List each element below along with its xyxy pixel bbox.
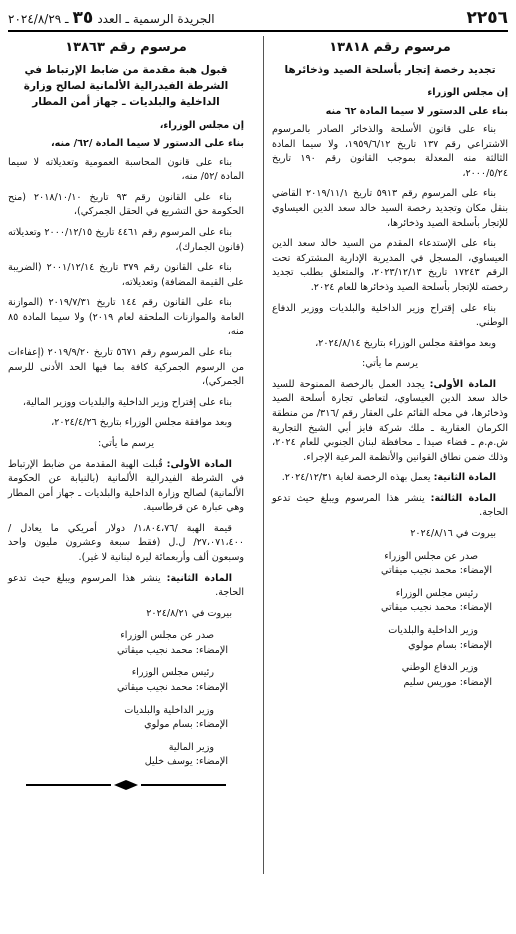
decree-formula: يرسم ما يأتي:	[97, 437, 155, 449]
signature-block	[8, 704, 244, 733]
signer-title: وزير المالية	[168, 741, 214, 753]
constitution-basis: بناء على الدستور لا سيما المادة /٦٢/ منه،	[51, 138, 244, 150]
article	[272, 492, 508, 521]
basis-paragraph: بناء على قانون الأسلحة والذخائر الصادر بالمرسوم الاشتراعي رقم ١٣٧ تاريخ ١٩٥٩/٦/١٢، ولا سيما المادة الثالثة منه المعدلة بموجب القانون رقم ١٩٠ تاريخ ٢٠٠٠/٥/٢٤،	[272, 124, 509, 179]
signer-title: وزير الدفاع الوطني	[401, 662, 478, 674]
gazette-info	[8, 8, 215, 28]
basis-paragraph: بناء على القانون رقم ٩٣ تاريخ ٢٠١٨/١٠/١٠ (منح الحكومة حق التشريع في الحقل الجمركي)،	[8, 191, 244, 218]
basis-paragraph: بناء على إقتراح وزير الداخلية والبلديات ووزير الدفاع الوطني.	[272, 302, 508, 329]
signer-name: الإمضاء: محمد نجيب ميقاتي	[117, 644, 228, 656]
article-text: يعمل بهذه الرخصة لغاية ٢٠٢٤/١٢/٣١.	[281, 472, 431, 484]
basis-paragraph: بناء على المرسوم رقم ٥٩١٣ تاريخ ٢٠١٩/١١/١ القاضي بنقل مكان وتجديد رخصة السيد خالد سعد الدين العيساوي للإتجار بأسلحة الصيد وذخائرها،	[272, 188, 508, 229]
signer-name: الإمضاء: محمد نجيب ميقاتي	[381, 565, 492, 577]
issue-date: ـ ٢٠٢٤/٨/٢٩	[8, 12, 69, 26]
article	[8, 572, 244, 601]
article-label: المادة الثالثة:	[430, 492, 497, 504]
signer-title: صدر عن مجلس الوزراء	[384, 550, 478, 562]
signer-name: الإمضاء: محمد نجيب ميقاتي	[117, 682, 228, 694]
signer-name: الإمضاء: بسام مولوي	[144, 719, 228, 731]
decree-13863	[8, 36, 244, 874]
article-text: قُبلت الهبة المقدمة من ضابط الإرتباط في الشرطة الفيدرالية الألمانية (بالنيابة عن الحكومة الألمانية) لصالح وزارة الداخلية والبلديات ـ جهاز أمن المطار وهي عبارة عن قرطاسية.	[8, 458, 244, 514]
signature-block	[8, 666, 244, 695]
article-label: المادة الثانية:	[166, 572, 233, 584]
place-date: بيروت في ٢٠٢٤/٨/١٦	[410, 528, 496, 540]
signer-title: رئيس مجلس الوزراء	[131, 667, 214, 679]
basis-paragraph: وبعد موافقة مجلس الوزراء بتاريخ ٢٠٢٤/٤/٢٦،	[51, 417, 232, 429]
signer-name: الإمضاء: يوسف خليل	[144, 756, 228, 768]
article-label: المادة الثانية:	[433, 472, 496, 484]
article	[8, 458, 244, 516]
decree-formula: يرسم ما يأتي:	[361, 358, 419, 370]
basis-paragraph: بناء على القانون رقم ١٤٤ تاريخ ٢٠١٩/٧/٣١ (الموازنة العامة والموازنات الملحقة لعام ٢٠١٩) ولا سيما المادة ٨٥ منه،	[8, 297, 244, 338]
decree-subtitle: قبول هبة مقدمة من ضابط الإرتباط في الشرطة الفيدرالية الألمانية لصالح وزارة الداخلية والبلديات ـ جهاز أمن المطار	[23, 63, 229, 109]
place-date: بيروت في ٢٠٢٤/٨/٢١	[146, 607, 232, 619]
page-header	[8, 6, 508, 32]
basis-paragraph: بناء على المرسوم رقم ٤٤٦١ تاريخ ٢٠٠٠/١٢/١٥ وتعديلاته (قانون الجمارك)،	[8, 227, 244, 253]
authority-line: إن مجلس الوزراء	[427, 87, 508, 99]
signer-name: الإمضاء: موريس سليم	[403, 676, 492, 688]
gazette-name: الجريدة الرسمية ـ العدد	[97, 12, 215, 26]
signatures	[8, 607, 244, 770]
basis-paragraph: بناء على القانون رقم ٣٧٩ تاريخ ٢٠٠١/١٢/١٤ (الضريبة على القيمة المضافة) وتعديلاته،	[8, 262, 244, 288]
decree-13818	[263, 36, 508, 874]
signer-title: وزير الداخلية والبلديات	[124, 704, 214, 716]
basis-paragraph: بناء على المرسوم رقم ٥٦٧١ تاريخ ٢٠١٩/٩/٢٠ (إعفاءات من الرسوم الجمركية كافة بما فيها الحد الأدنى للرسم الجمركي)،	[8, 347, 244, 388]
article	[272, 378, 508, 465]
signature-block	[8, 629, 244, 658]
constitution-basis: بناء على الدستور لا سيما المادة ٦٢ منه	[325, 105, 508, 117]
article-label: المادة الأولى:	[429, 378, 496, 390]
decree-title: مرسوم رقم ١٣٨٦٣	[65, 40, 187, 55]
section-separator	[8, 780, 244, 790]
article-label: المادة الأولى:	[166, 458, 232, 470]
signature-block	[272, 550, 508, 579]
signer-title: رئيس مجلس الوزراء	[395, 587, 478, 599]
decree-subtitle: تجديد رخصة إتجار بأسلحة الصيد وذخائرها	[284, 63, 496, 76]
page-number: ٢٢٥٦	[466, 8, 508, 28]
signature-block	[272, 661, 508, 690]
article-text: ينشر هذا المرسوم ويبلغ حيث تدعو الحاجة.	[272, 492, 508, 519]
ornament-divider-icon	[26, 780, 226, 790]
decree-title: مرسوم رقم ١٣٨١٨	[329, 40, 451, 55]
columns	[8, 36, 508, 874]
basis-paragraph: بناء على قانون المحاسبة العمومية وتعديلاته لا سيما المادة /٥٢/ منه،	[8, 156, 244, 183]
signer-name: الإمضاء: محمد نجيب ميقاتي	[381, 602, 492, 614]
basis-paragraph: بناء على الإستدعاء المقدم من السيد خالد سعد الدين العيساوي، المسجل في المديرية الإدارية المشتركة تحت الرقم ١٧٢٤٣ تاريخ ٢٠٢٣/١٢/١٣، والمتعلق بطلب تجديد رخصته للإتجار بأسلحة الصيد وذخائرها للعام ٢٠٢٤.	[272, 238, 508, 293]
basis-paragraph: بناء على إقتراح وزير الداخلية والبلديات ووزير المالية،	[22, 396, 232, 408]
article	[272, 471, 508, 486]
signature-block	[272, 624, 508, 653]
signer-title: صدر عن مجلس الوزراء	[120, 630, 214, 642]
signer-name: الإمضاء: بسام مولوي	[408, 639, 492, 651]
basis-paragraph: وبعد موافقة مجلس الوزراء بتاريخ ٢٠٢٤/٨/١٤،	[315, 337, 496, 349]
signature-block	[272, 587, 508, 616]
article-text: يجدد العمل بالرخصة الممنوحة للسيد خالد سعد الدين العيساوي، لتعاطي تجارة أسلحة الصيد وذخائرها، في محله القائم على العقار رقم /٣١٦/ من منطقة الكرمان العقارية ـ ملك شركة فايز أبي الشيخ التجارية ش.م.م ـ قضاء صيدا ـ محافظة لبنان الجنوبي للعام ٢٠٢٤، وذلك ضمن نطاق القوانين والأنظمة المرعية الإجراء.	[272, 378, 508, 463]
article-text: ينشر هذا المرسوم ويبلغ حيث تدعو الحاجة.	[8, 572, 244, 599]
authority-line: إن مجلس الوزراء،	[159, 119, 244, 131]
signatures	[272, 527, 508, 690]
signature-block	[8, 741, 244, 770]
signer-title: وزير الداخلية والبلديات	[388, 624, 478, 636]
issue-number: ٣٥	[72, 8, 94, 28]
donation-value: قيمة الهبة /١،٨٠٤،٧٦/ دولار أمريكي ما يعادل /٢٧،٠٧١،٤٠٠/ ل.ل (فقط سبعة وعشرون مليون واحد وسبعون ألف وأربعمائة ليرة لبنانية لا غير).	[8, 522, 244, 563]
